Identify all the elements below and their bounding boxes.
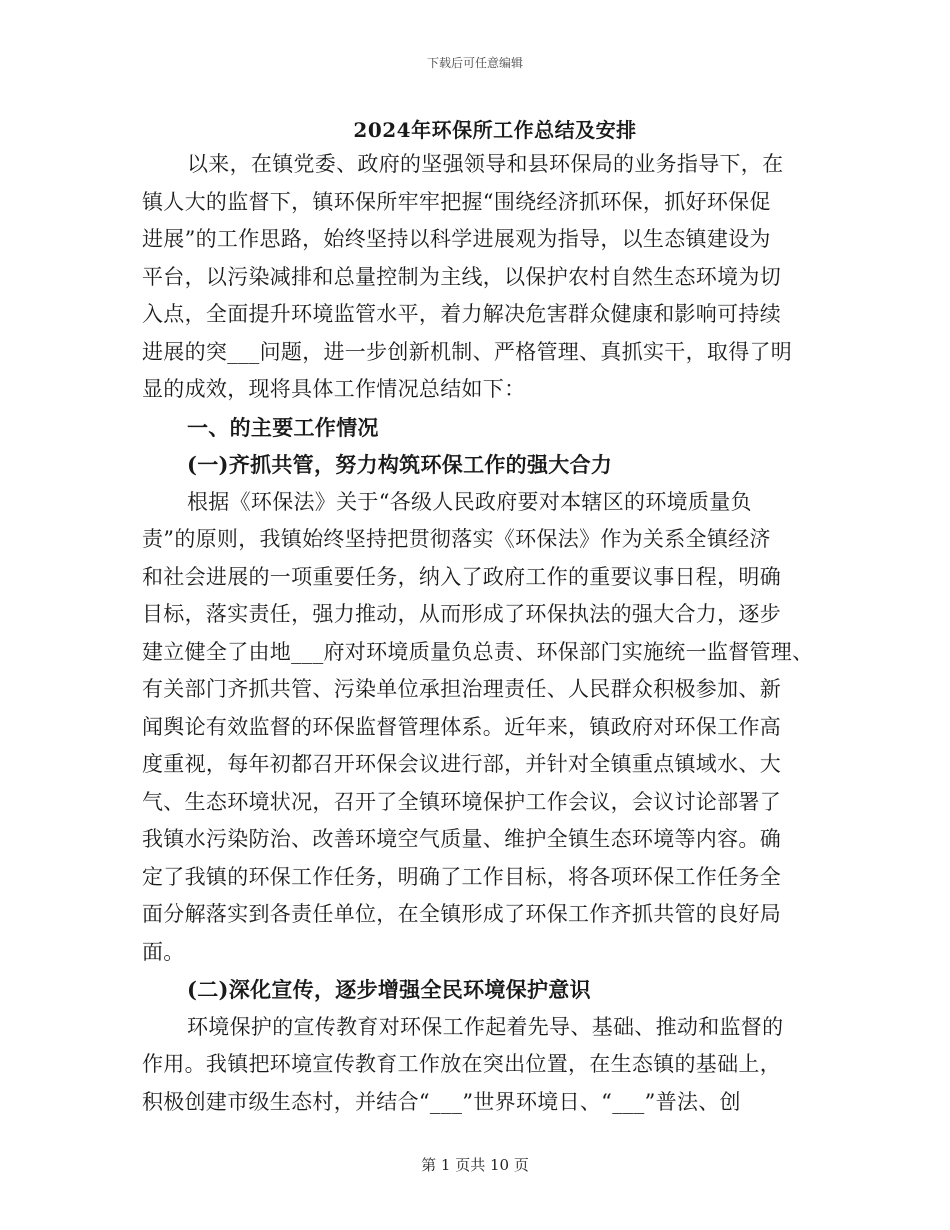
paragraph-line: 积极创建市级生态村，并结合“___”世界环境日、“___”普法、创	[142, 1089, 741, 1114]
document-body	[142, 146, 822, 1121]
paragraph-line: 闻舆论有效监督的环保监督管理体系。近年来，镇政府对环保工作高	[142, 714, 781, 739]
section-heading-line: (二)深化宣传，逐步增强全民环境保护意识	[187, 977, 591, 1002]
paragraph-line: 我镇水污染防治、改善环境空气质量、维护全镇生态环境等内容。确	[142, 827, 781, 851]
section-heading-line: (一)齐抓共管，努力构筑环保工作的强大合力	[187, 452, 613, 477]
paragraph-line: 建立健全了由地___府对环境质量负总责、环保部门实施统一监督管理、	[142, 639, 814, 664]
paragraph-line: 根据《环保法》关于“各级人民政府要对本辖区的环境质量负	[187, 489, 752, 514]
document-title: 2024年环保所工作总结及安排	[353, 118, 637, 142]
paragraph-line: 进展的突___问题，进一步创新机制、严格管理、真抓实干，取得了明	[142, 339, 793, 364]
paragraph-line: 责”的原则，我镇始终坚持把贯彻落实《环保法》作为关系全镇经济	[142, 527, 771, 551]
paragraph-line: 平台，以污染减排和总量控制为主线，以保护农村自然生态环境为切	[142, 264, 781, 289]
paragraph-line: 和社会进展的一项重要任务，纳入了政府工作的重要议事日程，明确	[142, 564, 781, 589]
paragraph-line: 度重视，每年初都召开环保会议进行部，并针对全镇重点镇域水、大	[142, 752, 781, 776]
paragraph-line: 定了我镇的环保工作任务，明确了工作目标，将各项环保工作任务全	[142, 864, 781, 889]
paragraph-line: 作用。我镇把环境宣传教育工作放在突出位置，在生态镇的基础上，	[142, 1052, 781, 1076]
paragraph-line: 入点，全面提升环境监管水平，着力解决危害群众健康和影响可持续	[142, 302, 781, 326]
paragraph-line: 有关部门齐抓共管、污染单位承担治理责任、人民群众积极参加、新	[142, 677, 781, 701]
paragraph-line: 面。	[142, 939, 185, 964]
paragraph-line: 显的成效，现将具体工作情况总结如下：	[142, 377, 526, 401]
paragraph-line: 以来，在镇党委、政府的坚强领导和县环保局的业务指导下，在	[187, 152, 784, 176]
paragraph-line: 进展”的工作思路，始终坚持以科学进展观为指导，以生态镇建设为	[142, 227, 771, 251]
paragraph-line: 气、生态环境状况，召开了全镇环境保护工作会议，会议讨论部署了	[142, 789, 781, 814]
paragraph-line: 镇人大的监督下，镇环保所牢牢把握“围绕经济抓环保，抓好环保促	[142, 189, 771, 214]
paragraph-line: 环境保护的宣传教育对环保工作起着先导、基础、推动和监督的	[187, 1014, 784, 1039]
paragraph-line: 面分解落实到各责任单位，在全镇形成了环保工作齐抓共管的良好局	[142, 902, 781, 926]
page-footer: 第 1 页共 10 页	[421, 1156, 529, 1174]
header-note: 下载后可任意编辑	[426, 56, 523, 70]
paragraph-line: 目标，落实责任，强力推动，从而形成了环保执法的强大合力，逐步	[142, 602, 781, 626]
section-heading-line: 一、的主要工作情况	[187, 414, 379, 440]
